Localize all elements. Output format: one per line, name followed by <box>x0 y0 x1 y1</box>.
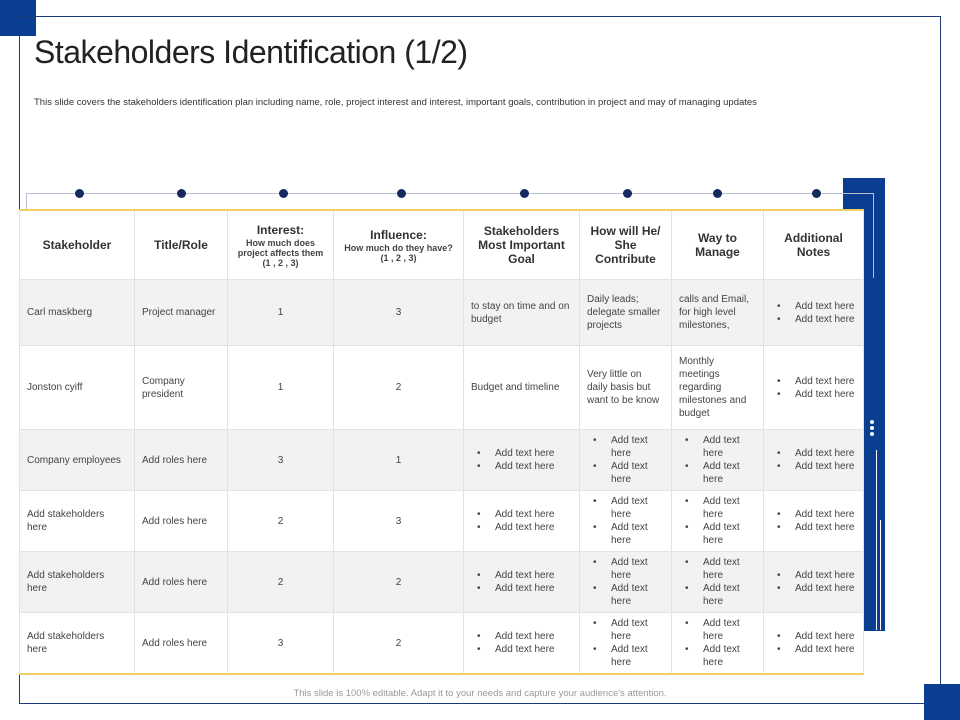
list-item: • Add text here <box>599 460 664 486</box>
page-subtitle: This slide covers the stakeholders identification plan including name, role, project interest and interest, important goals, contribution in project and may of managing updates <box>34 97 757 108</box>
influence-cell: 3 <box>334 280 464 346</box>
column-header-title-role: Title/Role <box>135 210 228 280</box>
stakeholders-table <box>19 209 864 675</box>
list-item: • Add text here <box>483 569 572 582</box>
list-item: • Add text here <box>599 582 664 608</box>
role-cell: Add roles here <box>135 491 228 552</box>
interest-cell: 1 <box>228 280 334 346</box>
list-item: • Add text here <box>483 447 572 460</box>
interest-cell: 2 <box>228 491 334 552</box>
list-item: • Add text here <box>783 460 856 473</box>
list-item: • Add text here <box>783 300 856 313</box>
list-item: • Add text here <box>691 495 756 521</box>
table-row <box>20 552 864 613</box>
list-item: • Add text here <box>599 495 664 521</box>
timeline-dot <box>520 189 529 198</box>
timeline-dot <box>75 189 84 198</box>
timeline-dot <box>623 189 632 198</box>
list-item: • Add text here <box>483 630 572 643</box>
role-cell: Add roles here <box>135 552 228 613</box>
column-header-notes: Additional Notes <box>764 210 864 280</box>
interest-cell: 3 <box>228 430 334 491</box>
stakeholder-cell: Carl maskberg <box>20 280 135 346</box>
list-item: • Add text here <box>691 556 756 582</box>
role-cell: Add roles here <box>135 613 228 675</box>
list-item: • Add text here <box>691 617 756 643</box>
list-item: • Add text here <box>483 643 572 656</box>
notes-cell <box>764 346 864 430</box>
table-header-row <box>20 210 864 280</box>
timeline-dot <box>812 189 821 198</box>
contribute-cell <box>580 491 672 552</box>
list-item: • Add text here <box>783 569 856 582</box>
column-header-stakeholder: Stakeholder <box>20 210 135 280</box>
contribute-cell <box>580 552 672 613</box>
contribute-cell <box>580 613 672 675</box>
manage-cell <box>672 552 764 613</box>
influence-cell: 3 <box>334 491 464 552</box>
table-row <box>20 613 864 675</box>
stakeholder-cell: Add stakeholders here <box>20 613 135 675</box>
list-item: • Add text here <box>783 521 856 534</box>
list-item: • Add text here <box>783 643 856 656</box>
role-cell: Project manager <box>135 280 228 346</box>
role-cell: Add roles here <box>135 430 228 491</box>
notes-cell <box>764 280 864 346</box>
list-item: • Add text here <box>783 582 856 595</box>
accent-line <box>876 450 877 630</box>
role-cell: Company president <box>135 346 228 430</box>
list-item: • Add text here <box>691 460 756 486</box>
table-row <box>20 430 864 491</box>
notes-cell <box>764 613 864 675</box>
list-item: • Add text here <box>483 521 572 534</box>
goal-cell: Budget and timeline <box>464 346 580 430</box>
table-row <box>20 280 864 346</box>
goal-cell <box>464 613 580 675</box>
timeline-dot <box>397 189 406 198</box>
column-header-contribute: How will He/ She Contribute <box>580 210 672 280</box>
notes-cell <box>764 491 864 552</box>
influence-cell: 1 <box>334 430 464 491</box>
list-item: • Add text here <box>783 375 856 388</box>
stakeholder-cell: Add stakeholders here <box>20 552 135 613</box>
list-item: • Add text here <box>783 508 856 521</box>
list-item: • Add text here <box>691 582 756 608</box>
contribute-cell: Very little on daily basis but want to be know <box>580 346 672 430</box>
interest-cell: 1 <box>228 346 334 430</box>
timeline-dot <box>713 189 722 198</box>
list-item: • Add text here <box>599 643 664 669</box>
timeline-dot <box>177 189 186 198</box>
influence-cell: 2 <box>334 613 464 675</box>
column-header-influence: Influence: How much do they have? (1 , 2 , 3) <box>334 210 464 280</box>
table-row <box>20 491 864 552</box>
notes-cell <box>764 552 864 613</box>
goal-cell <box>464 430 580 491</box>
manage-cell <box>672 613 764 675</box>
column-header-manage: Way to Manage <box>672 210 764 280</box>
interest-cell: 3 <box>228 613 334 675</box>
stakeholder-cell: Jonston cyiff <box>20 346 135 430</box>
influence-cell: 2 <box>334 552 464 613</box>
list-item: • Add text here <box>691 521 756 547</box>
list-item: • Add text here <box>483 508 572 521</box>
list-item: • Add text here <box>691 434 756 460</box>
notes-cell <box>764 430 864 491</box>
manage-cell: calls and Email, for high level milestones, <box>672 280 764 346</box>
footer-note: This slide is 100% editable. Adapt it to your needs and capture your audience's attention. <box>293 688 667 699</box>
goal-cell <box>464 491 580 552</box>
vertical-dots <box>869 420 875 438</box>
list-item: • Add text here <box>691 643 756 669</box>
table-row <box>20 346 864 430</box>
page-title: Stakeholders Identification (1/2) <box>34 34 468 70</box>
goal-cell <box>464 552 580 613</box>
column-header-interest: Interest: How much does project affects them (1 , 2 , 3) <box>228 210 334 280</box>
goal-cell: to stay on time and on budget <box>464 280 580 346</box>
column-header-goal: Stakeholders Most Important Goal <box>464 210 580 280</box>
influence-cell: 2 <box>334 346 464 430</box>
timeline-dot <box>279 189 288 198</box>
list-item: • Add text here <box>483 582 572 595</box>
list-item: • Add text here <box>599 556 664 582</box>
manage-cell: Monthly meetings regarding milestones and budget <box>672 346 764 430</box>
list-item: • Add text here <box>599 617 664 643</box>
accent-line <box>880 520 881 630</box>
list-item: • Add text here <box>599 434 664 460</box>
stakeholder-cell: Add stakeholders here <box>20 491 135 552</box>
stakeholder-cell: Company employees <box>20 430 135 491</box>
list-item: • Add text here <box>599 521 664 547</box>
list-item: • Add text here <box>783 388 856 401</box>
list-item: • Add text here <box>483 460 572 473</box>
list-item: • Add text here <box>783 447 856 460</box>
manage-cell <box>672 430 764 491</box>
contribute-cell <box>580 430 672 491</box>
contribute-cell: Daily leads; delegate smaller projects <box>580 280 672 346</box>
list-item: • Add text here <box>783 313 856 326</box>
manage-cell <box>672 491 764 552</box>
list-item: • Add text here <box>783 630 856 643</box>
interest-cell: 2 <box>228 552 334 613</box>
